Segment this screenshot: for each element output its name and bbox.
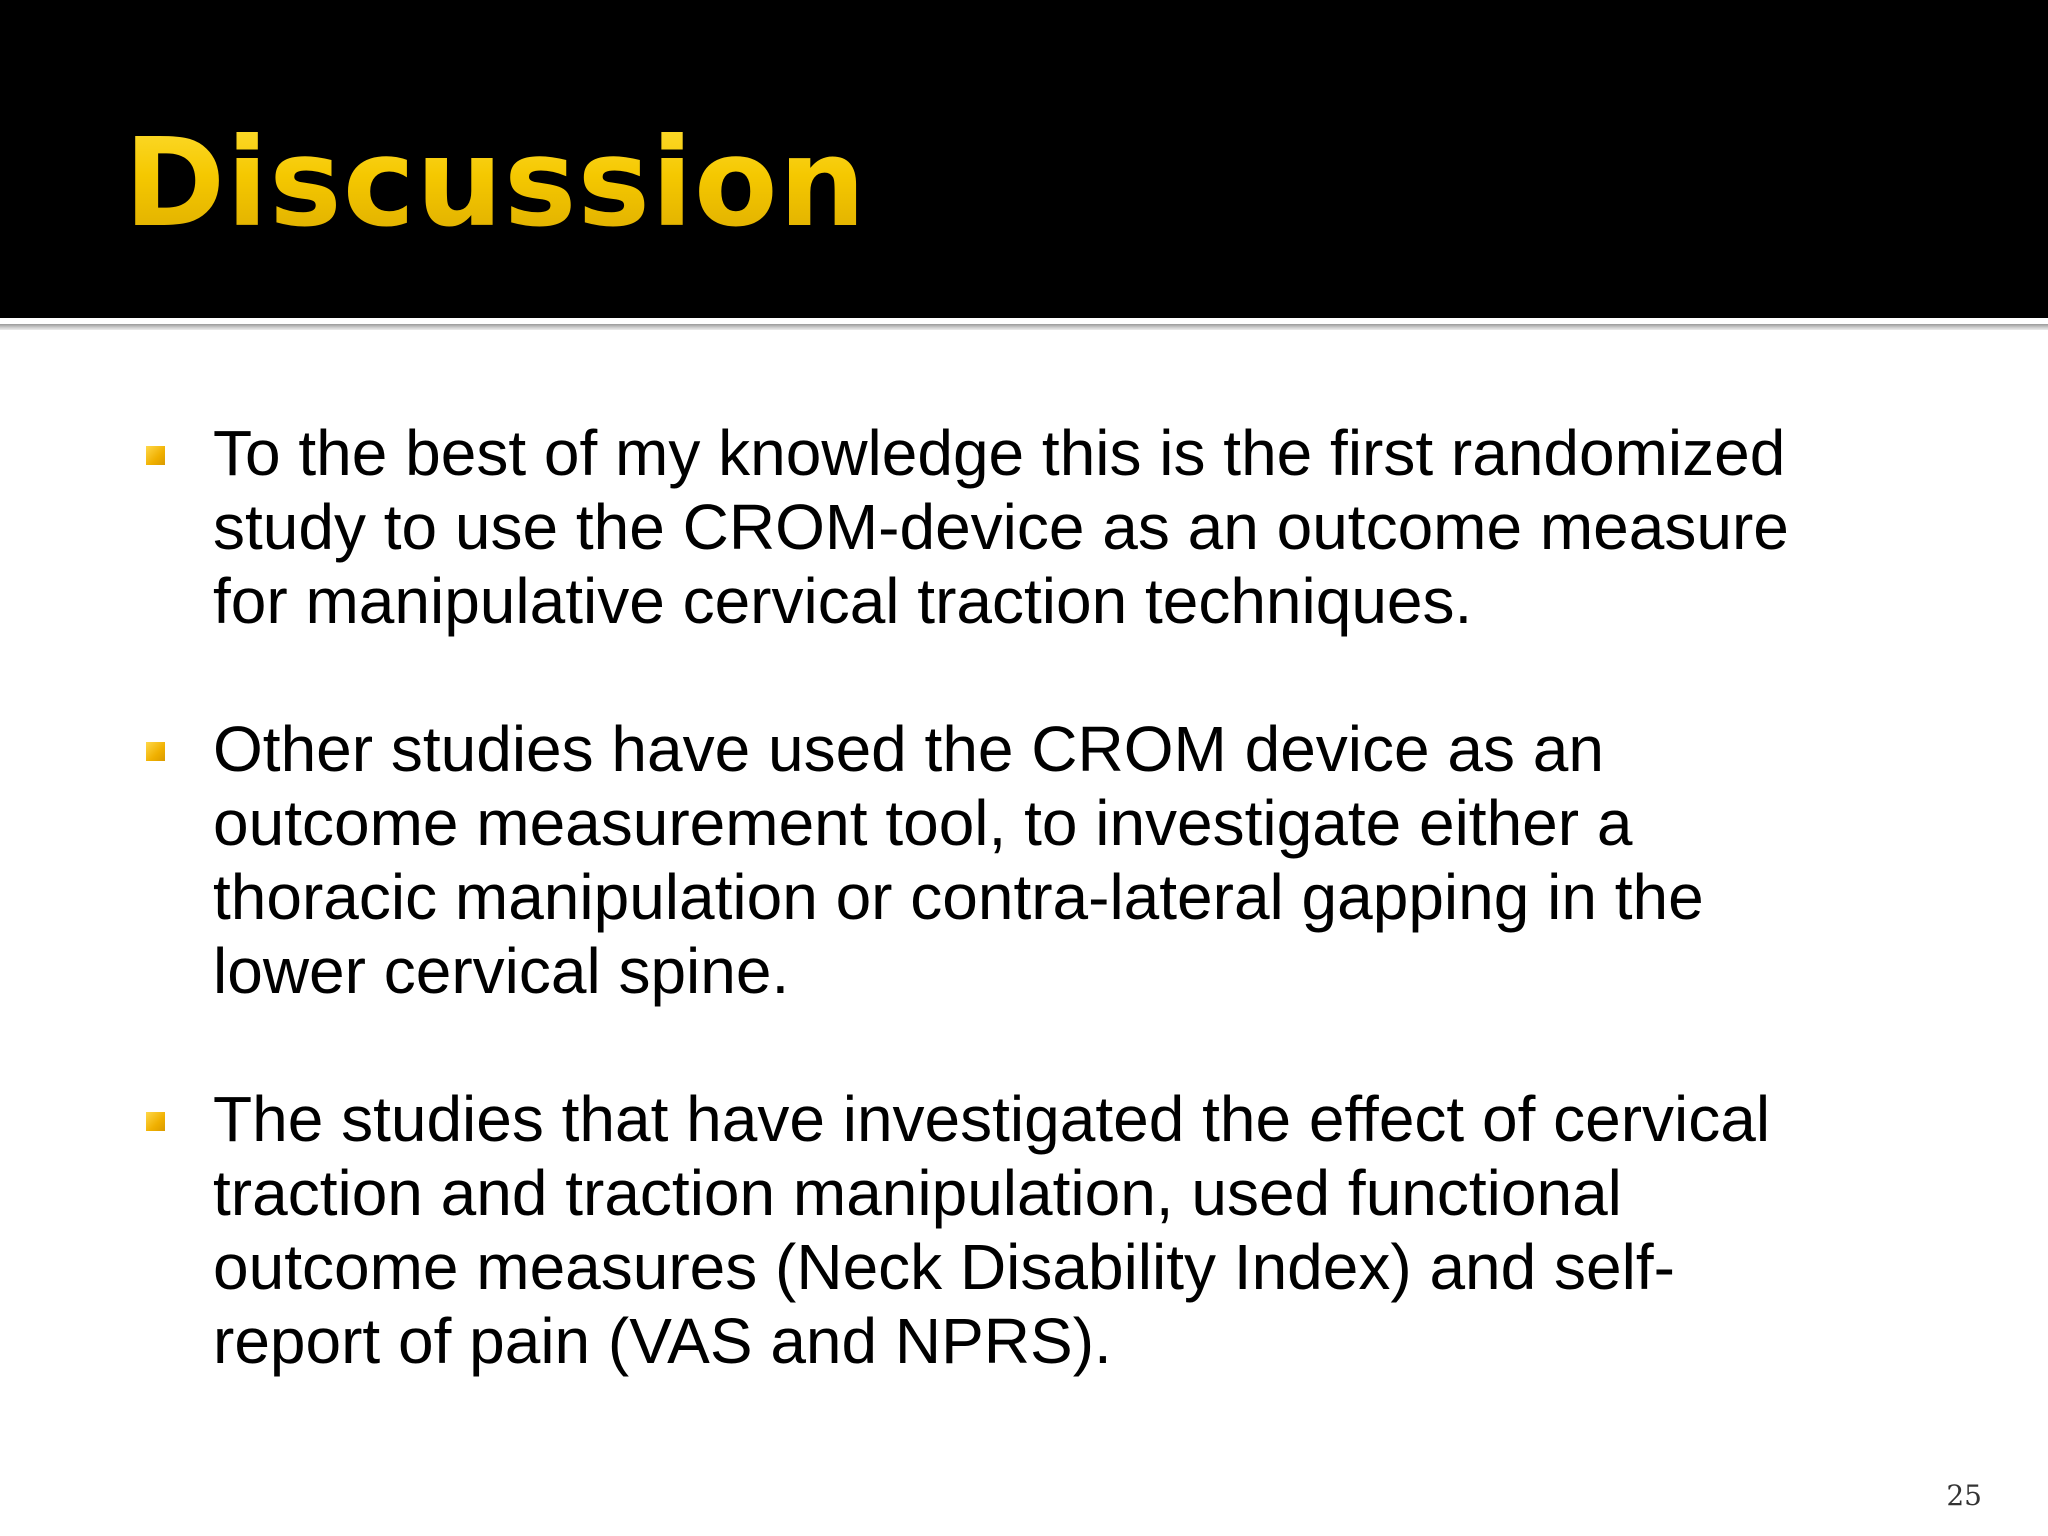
square-bullet-icon: [146, 446, 165, 465]
title-divider-gray: [0, 324, 2048, 330]
square-bullet-icon: [146, 742, 165, 761]
bullet-line: study to use the CROM-device as an outcome measure: [213, 491, 1789, 563]
bullet-item-2: [0, 712, 2048, 1008]
bullet-line: for manipulative cervical traction techniques.: [213, 565, 1473, 637]
square-bullet-icon: [146, 1112, 165, 1131]
page-number: 25: [1946, 1479, 1982, 1512]
title-band: [0, 0, 2048, 318]
bullet-line: traction and traction manipulation, used functional: [213, 1157, 1622, 1229]
bullet-list: [0, 416, 2048, 1452]
bullet-line: report of pain (VAS and NPRS).: [213, 1305, 1112, 1377]
bullet-line: lower cervical spine.: [213, 935, 790, 1007]
bullet-line: thoracic manipulation or contra-lateral gapping in the: [213, 861, 1704, 933]
bullet-line: To the best of my knowledge this is the first randomized: [213, 417, 1786, 489]
bullet-item-1: [0, 416, 2048, 638]
bullet-item-3: [0, 1082, 2048, 1378]
bullet-text: [213, 1082, 2013, 1378]
bullet-line: The studies that have investigated the effect of cervical: [213, 1083, 1771, 1155]
bullet-line: outcome measures (Neck Disability Index) and self-: [213, 1231, 1675, 1303]
slide-title: Discussion: [124, 108, 867, 258]
bullet-line: outcome measurement tool, to investigate either a: [213, 787, 1633, 859]
bullet-text: [213, 712, 2013, 1008]
bullet-text: [213, 416, 2013, 638]
bullet-line: Other studies have used the CROM device as an: [213, 713, 1604, 785]
